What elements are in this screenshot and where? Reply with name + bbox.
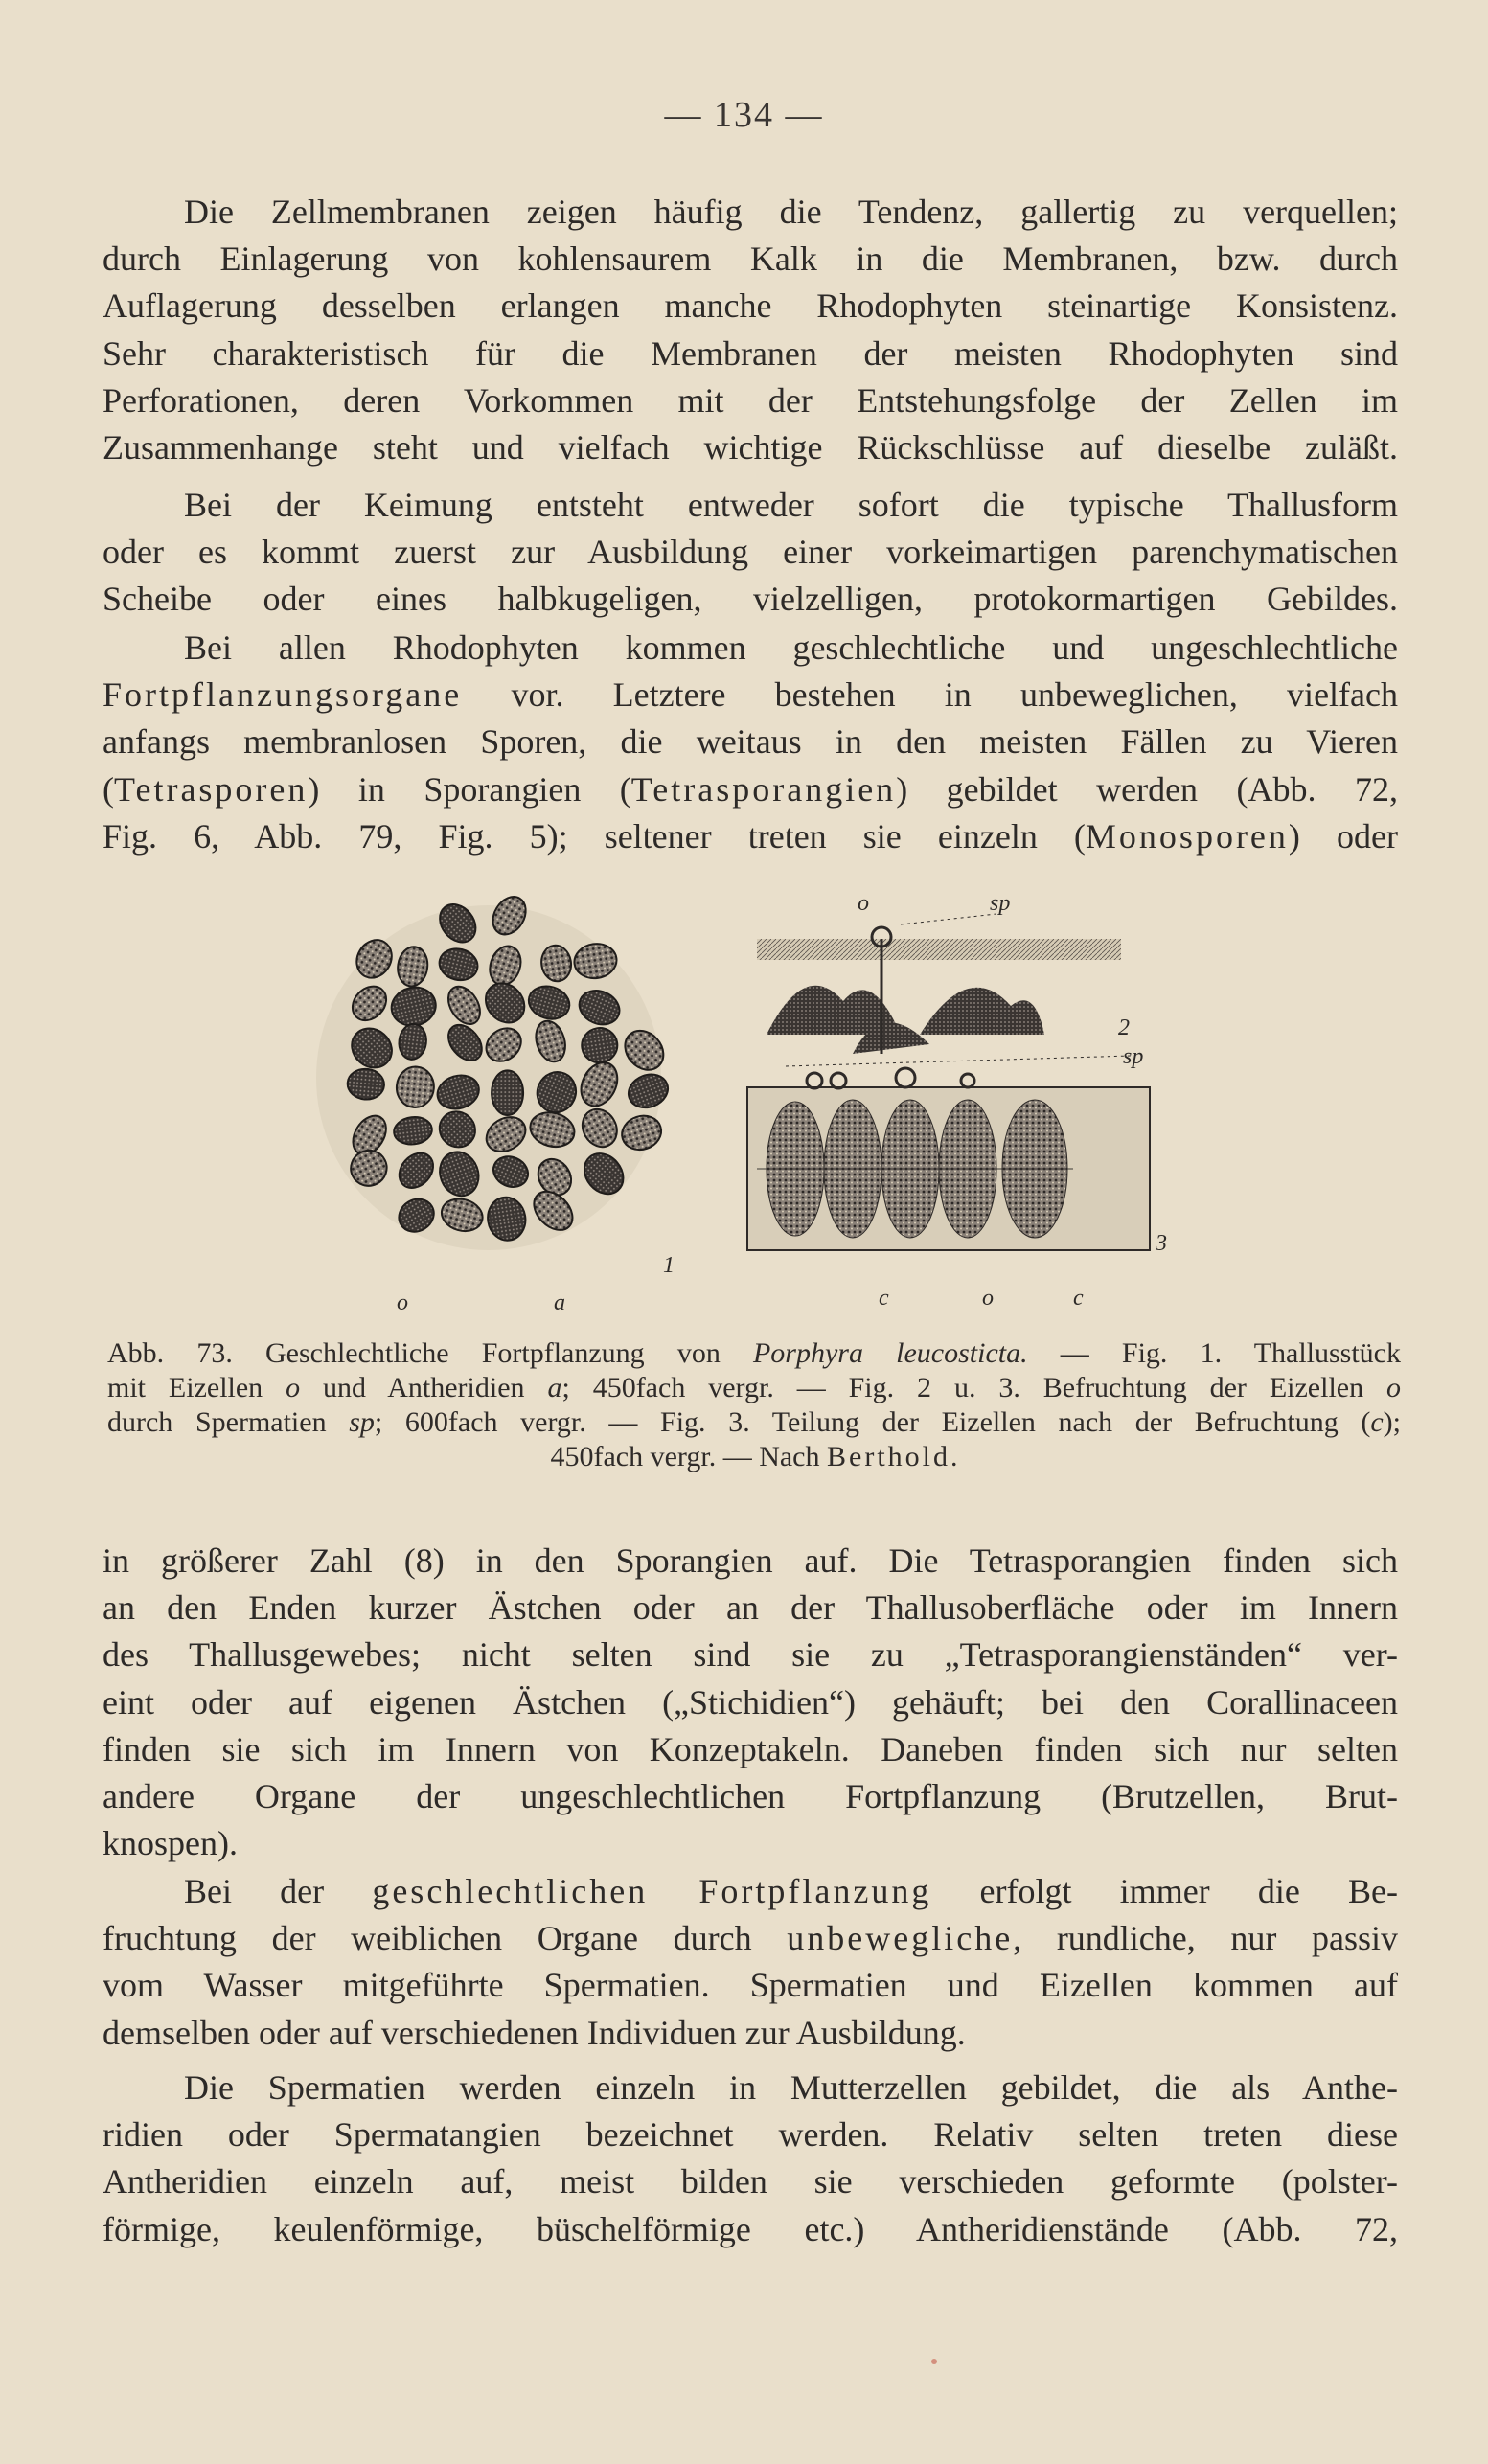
paragraph-sexual-reproduction: [103, 1868, 1398, 2057]
text-run: Abb. 73. Geschlechtliche Fortpflanzung von: [107, 1337, 753, 1369]
text-line: Bei der Keimung entsteht entweder sofort die typische Thallusform: [184, 486, 1398, 524]
caption-line: [107, 1371, 1401, 1405]
fig2-label-sp: sp: [990, 891, 1011, 916]
fig3-label-sp: sp: [1123, 1044, 1144, 1069]
thallus-cell: [492, 1070, 523, 1115]
text-line: andere Organe der ungeschlechtlichen Fortpflanzung (Brutzellen, Brut-: [103, 1777, 1398, 1816]
spaced-term: Tetrasporen: [114, 769, 309, 809]
text-run: Bei der: [184, 1872, 373, 1910]
text-line: [103, 1915, 1398, 1962]
text-line: knospen).: [103, 1824, 238, 1863]
fig3-label-c2: c: [1073, 1286, 1084, 1311]
caption-line: [107, 1336, 1401, 1371]
text-line: demselben oder auf verschiedenen Individuen zur Ausbildung.: [103, 2013, 966, 2052]
text-line: an den Enden kurzer Ästchen oder an der Thallusoberfläche oder im Innern: [103, 1588, 1398, 1628]
text-line: durch Einlagerung von kohlensaurem Kalk in die Membranen, bzw. durch: [103, 240, 1398, 279]
fig1-label-a: a: [554, 1290, 565, 1312]
text-line: anfangs membranlosen Sporen, die weitaus in den meisten Fällen zu Vieren: [103, 722, 1398, 762]
text-line: Bei allen Rhodophyten kommen geschlechtliche und ungeschlechtliche: [184, 628, 1398, 667]
spaced-term: unbewegliche: [787, 1919, 1014, 1958]
text-line: eint oder auf eigenen Ästchen („Stichidien“) gehäuft; bei den Corallinaceen: [103, 1682, 1398, 1722]
caption-line: [107, 1405, 1401, 1440]
text-line: in größerer Zahl (8) in den Sporangien auf. Die Tetrasporangien finden sich: [103, 1541, 1398, 1580]
text-line: Perforationen, deren Vorkommen mit der Entstehungsfolge der Zellen im: [103, 380, 1398, 420]
fig3-label-o: o: [982, 1286, 994, 1311]
text-run: ) gebildet werden (Abb. 72,: [896, 769, 1398, 809]
text-line: Auflagerung desselben erlangen manche Rhodophyten steinartige Konsistenz.: [103, 286, 1398, 326]
caption-line: [107, 1440, 1401, 1474]
paragraph-spermatia: [103, 2065, 1398, 2253]
text-line: Zusammenhange steht und vielfach wichtige Rückschlüsse auf dieselbe zuläßt.: [103, 428, 1398, 468]
text-line: finden sie sich im Innern von Konzeptakeln. Daneben finden sich nur selten: [103, 1729, 1398, 1768]
spaced-term: Monosporen: [1085, 816, 1289, 856]
text-line: [103, 672, 1398, 719]
fig1-thallus-cells: [316, 891, 673, 1250]
figure-porphyra-illustration: [307, 891, 1169, 1312]
text-line: Antheridien einzeln auf, meist bilden sie verschieden geformte (polster-: [103, 2162, 1398, 2202]
text-run: durch Spermatien: [107, 1406, 350, 1438]
text-run: );: [1383, 1406, 1401, 1438]
fig1-label-o: o: [397, 1290, 408, 1312]
fig2-fertilization: [757, 927, 1121, 1054]
fig2-label-o: o: [858, 891, 869, 916]
fig1-number: 1: [663, 1253, 675, 1278]
fig3-number: 3: [1156, 1231, 1167, 1256]
text-run: erfolgt immer die Be-: [931, 1872, 1398, 1910]
text-line: vom Wasser mitgeführte Spermatien. Spermatien und Eizellen kommen auf: [103, 1966, 1398, 2005]
text-line: ridien oder Spermatangien bezeichnet werden. Relativ selten treten diese: [103, 2115, 1398, 2155]
paragraph-germination: [103, 482, 1398, 624]
symbol: sp: [349, 1406, 375, 1438]
symbol: a: [547, 1372, 562, 1403]
text-run: und Antheridien: [300, 1372, 548, 1403]
text-run: (: [103, 769, 114, 809]
text-line: [103, 1868, 1398, 1915]
text-line: förmige, keulenförmige, büschelförmige etc.) Antheridienstände (Abb. 72,: [103, 2209, 1398, 2248]
paragraph-membranes: [103, 189, 1398, 471]
text-run: ) in Sporangien (: [308, 769, 631, 809]
text-run: .: [950, 1441, 958, 1472]
text-line: [103, 766, 1398, 813]
spaced-term: Tetrasporangien: [630, 769, 897, 809]
text-run: ) oder: [1288, 816, 1398, 856]
figure-drawing: [307, 891, 1169, 1312]
symbol: o: [286, 1372, 301, 1403]
text-run: vor. Letztere bestehen in unbeweglichen, vielfach: [462, 675, 1398, 715]
symbol: o: [1386, 1372, 1402, 1403]
symbol: c: [1370, 1406, 1384, 1438]
text-line: Die Spermatien werden einzeln in Mutterzellen gebildet, die als Anthe-: [184, 2068, 1398, 2107]
text-run: ; 450fach vergr. — Fig. 2 u. 3. Befruchtung der Eizellen: [561, 1372, 1387, 1403]
figure-caption: [107, 1336, 1401, 1474]
species-name: Porphyra leucosticta.: [752, 1337, 1028, 1369]
text-line: [103, 813, 1398, 860]
text-line: oder es kommt zuerst zur Ausbildung einer vorkeimartigen parenchymatischen: [103, 533, 1398, 572]
fig2-number: 2: [1118, 1015, 1130, 1040]
spaced-term: Fortpflanzungsorgane: [103, 675, 463, 715]
paper-speck: [931, 2359, 937, 2364]
page-number: — 134 —: [664, 95, 824, 135]
text-run: ; 600fach vergr. — Fig. 3. Teilung der Eizellen nach der Befruchtung (: [374, 1406, 1371, 1438]
text-line: Die Zellmembranen zeigen häufig die Tendenz, gallertig zu verquellen;: [184, 193, 1398, 231]
text-run: fruchtung der weiblichen Organe durch: [103, 1919, 788, 1958]
text-run: — Fig. 1. Thallusstück: [1027, 1337, 1402, 1369]
text-run: Fig. 6, Abb. 79, Fig. 5); seltener treten sie einzeln (: [103, 816, 1086, 856]
text-run: , rundliche, nur passiv: [1013, 1919, 1399, 1958]
fig3-division: [747, 914, 1150, 1250]
paragraph-tetrasporangia: [103, 1538, 1398, 1867]
text-run: 450fach vergr. — Nach: [550, 1441, 827, 1472]
text-run: mit Eizellen: [107, 1372, 286, 1403]
spaced-term: geschlechtlichen Fortpflanzung: [372, 1872, 932, 1910]
text-line: des Thallusgewebes; nicht selten sind sie zu „Tetrasporangienständen“ ver-: [103, 1635, 1398, 1675]
text-line: Sehr charakteristisch für die Membranen der meisten Rhodophyten sind: [103, 333, 1398, 373]
paragraph-reproduction-organs: [103, 625, 1398, 860]
fig3-label-c: c: [879, 1286, 889, 1311]
text-line: Scheibe oder eines halbkugeligen, vielzelligen, protokormartigen Gebildes.: [103, 580, 1398, 619]
author-name: Berthold: [827, 1441, 950, 1472]
